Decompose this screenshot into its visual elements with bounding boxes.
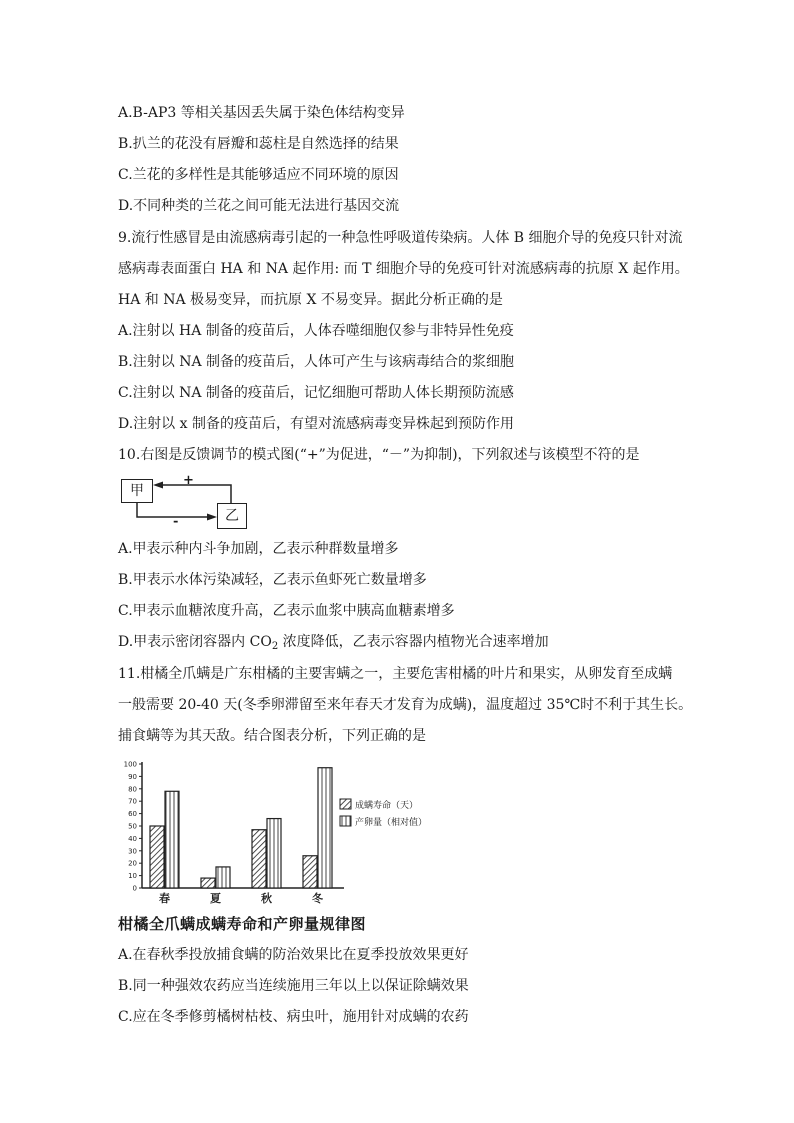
x-tick-label: 夏 (210, 892, 221, 905)
q11-stem-line-3: 捕食螨等为其天敌。结合图表分析，下列正确的是 (118, 728, 426, 744)
q9-option-d: D.注射以 x 制备的疫苗后，有望对流感病毒变异株起到预防作用 (118, 416, 514, 432)
q8-option-a: A.B-AP3 等相关基因丢失属于染色体结构变异 (118, 105, 405, 121)
q11-stem-line-1: 11.柑橘全爪螨是广东柑橘的主要害螨之一，主要危害柑橘的叶片和果实，从卵发育至成螨 (118, 666, 673, 682)
bar-lifespan (201, 878, 215, 888)
minus-sign: - (173, 514, 179, 529)
bar-eggs (216, 867, 230, 888)
bar-eggs (267, 819, 281, 888)
x-tick-label: 秋 (261, 892, 272, 905)
legend-label-lifespan: 成螨寿命（天） (355, 801, 419, 811)
q9-stem-line-2: 感病毒表面蛋白 HA 和 NA 起作用: 而 T 细胞介导的免疫可针对流感病毒的抗原 X 起作用。 (118, 261, 689, 277)
y-tick-label: 30 (128, 847, 137, 856)
y-tick-label: 60 (128, 810, 137, 819)
mite-bar-chart (112, 756, 428, 936)
y-tick-label: 90 (128, 772, 137, 781)
q11-option-c: C.应在冬季修剪橘树枯枝、病虫叶，施用针对成螨的农药 (118, 1009, 469, 1025)
x-tick-label: 冬 (312, 892, 323, 905)
x-tick-label: 春 (159, 892, 170, 905)
node-jia: 甲 (121, 479, 153, 503)
q10-option-c: C.甲表示血糖浓度升高，乙表示血浆中胰高血糖素增多 (118, 603, 455, 619)
q11-option-b: B.同一种强效农药应当连续施用三年以上以保证除螨效果 (118, 978, 469, 994)
legend-swatch-lifespan (340, 799, 351, 809)
legend-label-eggs: 产卵量（相对值） (355, 818, 428, 828)
q8-option-c: C.兰花的多样性是其能够适应不同环境的原因 (118, 167, 399, 183)
y-tick-label: 70 (128, 797, 137, 806)
q11-option-a: A.在春秋季投放捕食螨的防治效果比在夏季投放效果更好 (118, 947, 469, 963)
chart-legend (340, 799, 427, 828)
arrow-to-b (207, 514, 217, 521)
arrow-to-a (153, 482, 163, 489)
q10-option-d: D.甲表示密闭容器内 $CO_2$ 浓度降低，乙表示容器内植物光合速率增加 (118, 634, 549, 652)
plus-sign: + (183, 473, 194, 488)
q9-option-a: A.注射以 HA 制备的疫苗后，人体吞噬细胞仅参与非特异性免疫 (118, 323, 514, 339)
chart-title: 柑橘全爪螨成螨寿命和产卵量规律图 (118, 915, 367, 933)
q9-option-b: B.注射以 NA 制备的疫苗后，人体可产生与该病毒结合的浆细胞 (118, 354, 514, 370)
feedback-diagram (120, 473, 260, 532)
y-tick-label: 0 (132, 884, 137, 893)
bar-eggs (318, 768, 332, 888)
y-tick-label: 10 (128, 872, 137, 881)
bar-lifespan (303, 856, 317, 888)
y-tick-label: 50 (128, 822, 137, 831)
legend-swatch-eggs (340, 816, 351, 826)
bar-eggs (165, 791, 179, 888)
y-tick-label: 80 (128, 785, 137, 794)
bar-lifespan (252, 830, 266, 888)
q9-stem-line-1: 9.流行性感冒是由流感病毒引起的一种急性呼吸道传染病。人体 B 细胞介导的免疫只针对流 (118, 230, 683, 246)
q10-stem: 10.右图是反馈调节的模式图(“+”为促进，“－”为抑制)，下列叙述与该模型不符的是 (118, 447, 640, 463)
q11-stem-line-2: 一般需要 20-40 天(冬季卵滞留至来年春天才发育为成螨)，温度超过 35℃时不利于其生长。 (118, 697, 693, 713)
q10-option-a: A.甲表示种内斗争加剧，乙表示种群数量增多 (118, 541, 399, 557)
q9-stem-line-3: HA 和 NA 极易变异，而抗原 X 不易变异。据此分析正确的是 (118, 292, 503, 308)
q8-option-b: B.扒兰的花没有唇瓣和蕊柱是自然选择的结果 (118, 136, 399, 152)
bar-lifespan (150, 826, 164, 888)
q9-option-c: C.注射以 NA 制备的疫苗后，记忆细胞可帮助人体长期预防流感 (118, 385, 514, 401)
node-yi: 乙 (217, 503, 247, 529)
y-tick-label: 40 (128, 834, 137, 843)
q8-option-d: D.不同种类的兰花之间可能无法进行基因交流 (118, 198, 400, 214)
q10-option-b: B.甲表示水体污染减轻，乙表示鱼虾死亡数量增多 (118, 572, 427, 588)
y-tick-label: 20 (128, 859, 137, 868)
y-tick-label: 100 (123, 760, 137, 769)
